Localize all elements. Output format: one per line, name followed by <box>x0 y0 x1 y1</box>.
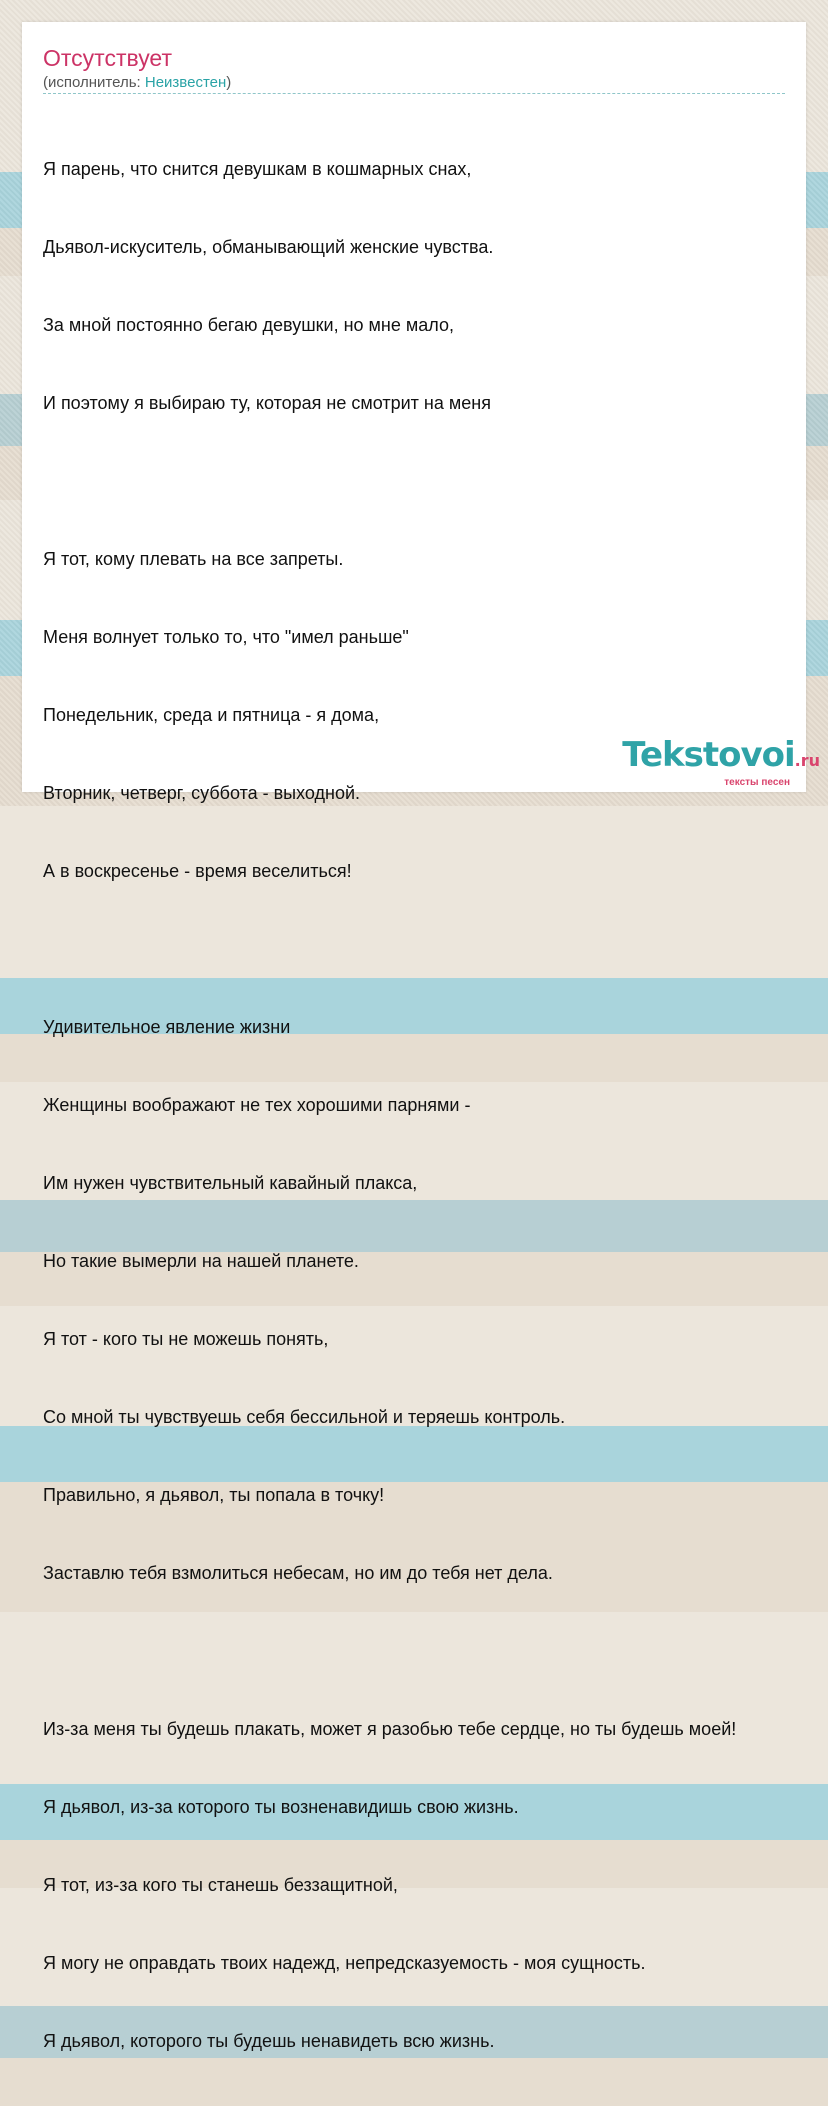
lyrics-line: Со мной ты чувствуешь себя бессильной и теряешь контроль. <box>43 1407 566 1427</box>
lyrics-line: Им нужен чувствительный кавайный плакса, <box>43 1173 418 1193</box>
lyrics-line: Я могу не оправдать твоих надежд, непредсказуемость - моя сущность. <box>43 1953 646 1973</box>
lyrics-line: Из-за меня ты будешь плакать, может я разобью тебе сердце, но ты будешь моей! <box>43 1719 737 1739</box>
lyrics-line: Понедельник, среда и пятница - я дома, <box>43 705 380 725</box>
lyrics-line: Правильно, я дьявол, ты попала в точку! <box>43 1485 385 1505</box>
lyrics-line: Удивительное явление жизни <box>43 1017 291 1037</box>
logo-wordmark <box>622 735 820 778</box>
artist-suffix: ) <box>226 74 232 91</box>
lyrics-line: Дьявол-искуситель, обманывающий женские чувства. <box>43 237 494 257</box>
lyrics-text <box>43 104 736 2106</box>
dashed-divider <box>43 93 785 94</box>
lyrics-line: Я тот, кому плевать на все запреты. <box>43 549 344 569</box>
lyrics-line: За мной постоянно бегаю девушки, но мне мало, <box>43 315 454 335</box>
lyrics-line: Я тот - кого ты не можешь понять, <box>43 1329 329 1349</box>
lyrics-line: Вторник, четверг, суббота - выходной. <box>43 783 361 803</box>
lyrics-line: Заставлю тебя взмолиться небесам, но им до тебя нет дела. <box>43 1563 553 1583</box>
lyrics-line: Я парень, что снится девушкам в кошмарных снах, <box>43 159 472 179</box>
lyrics-line <box>43 468 736 494</box>
lyrics-line: И поэтому я выбираю ту, которая не смотрит на меня <box>43 393 491 413</box>
lyrics-line: Но такие вымерли на нашей планете. <box>43 1251 359 1271</box>
artist-link[interactable]: Неизвестен <box>144 74 227 91</box>
lyrics-line: Я дьявол, которого ты будешь ненавидеть всю жизнь. <box>43 2031 495 2051</box>
artist-prefix: (исполнитель: <box>43 74 145 91</box>
lyrics-line: Я тот, из-за кого ты станешь беззащитной, <box>43 1875 398 1895</box>
site-logo[interactable] <box>622 735 820 788</box>
logo-tagline: тексты песен <box>724 777 790 788</box>
artist-line <box>43 73 231 93</box>
song-title: Отсутствует <box>43 45 172 71</box>
lyrics-line: Меня волнует только то, что "имел раньше" <box>43 627 409 647</box>
logo-main-text: Tekstovoi <box>622 735 795 775</box>
lyrics-line <box>43 1638 736 1664</box>
lyrics-line <box>43 936 736 962</box>
logo-suffix: .ru <box>794 751 820 770</box>
lyrics-line: А в воскресенье - время веселиться! <box>43 861 352 881</box>
lyrics-line: Я дьявол, из-за которого ты возненавидишь свою жизнь. <box>43 1797 519 1817</box>
lyrics-line: Женщины воображают не тех хорошими парнями - <box>43 1095 471 1115</box>
lyrics-card <box>22 22 806 2051</box>
